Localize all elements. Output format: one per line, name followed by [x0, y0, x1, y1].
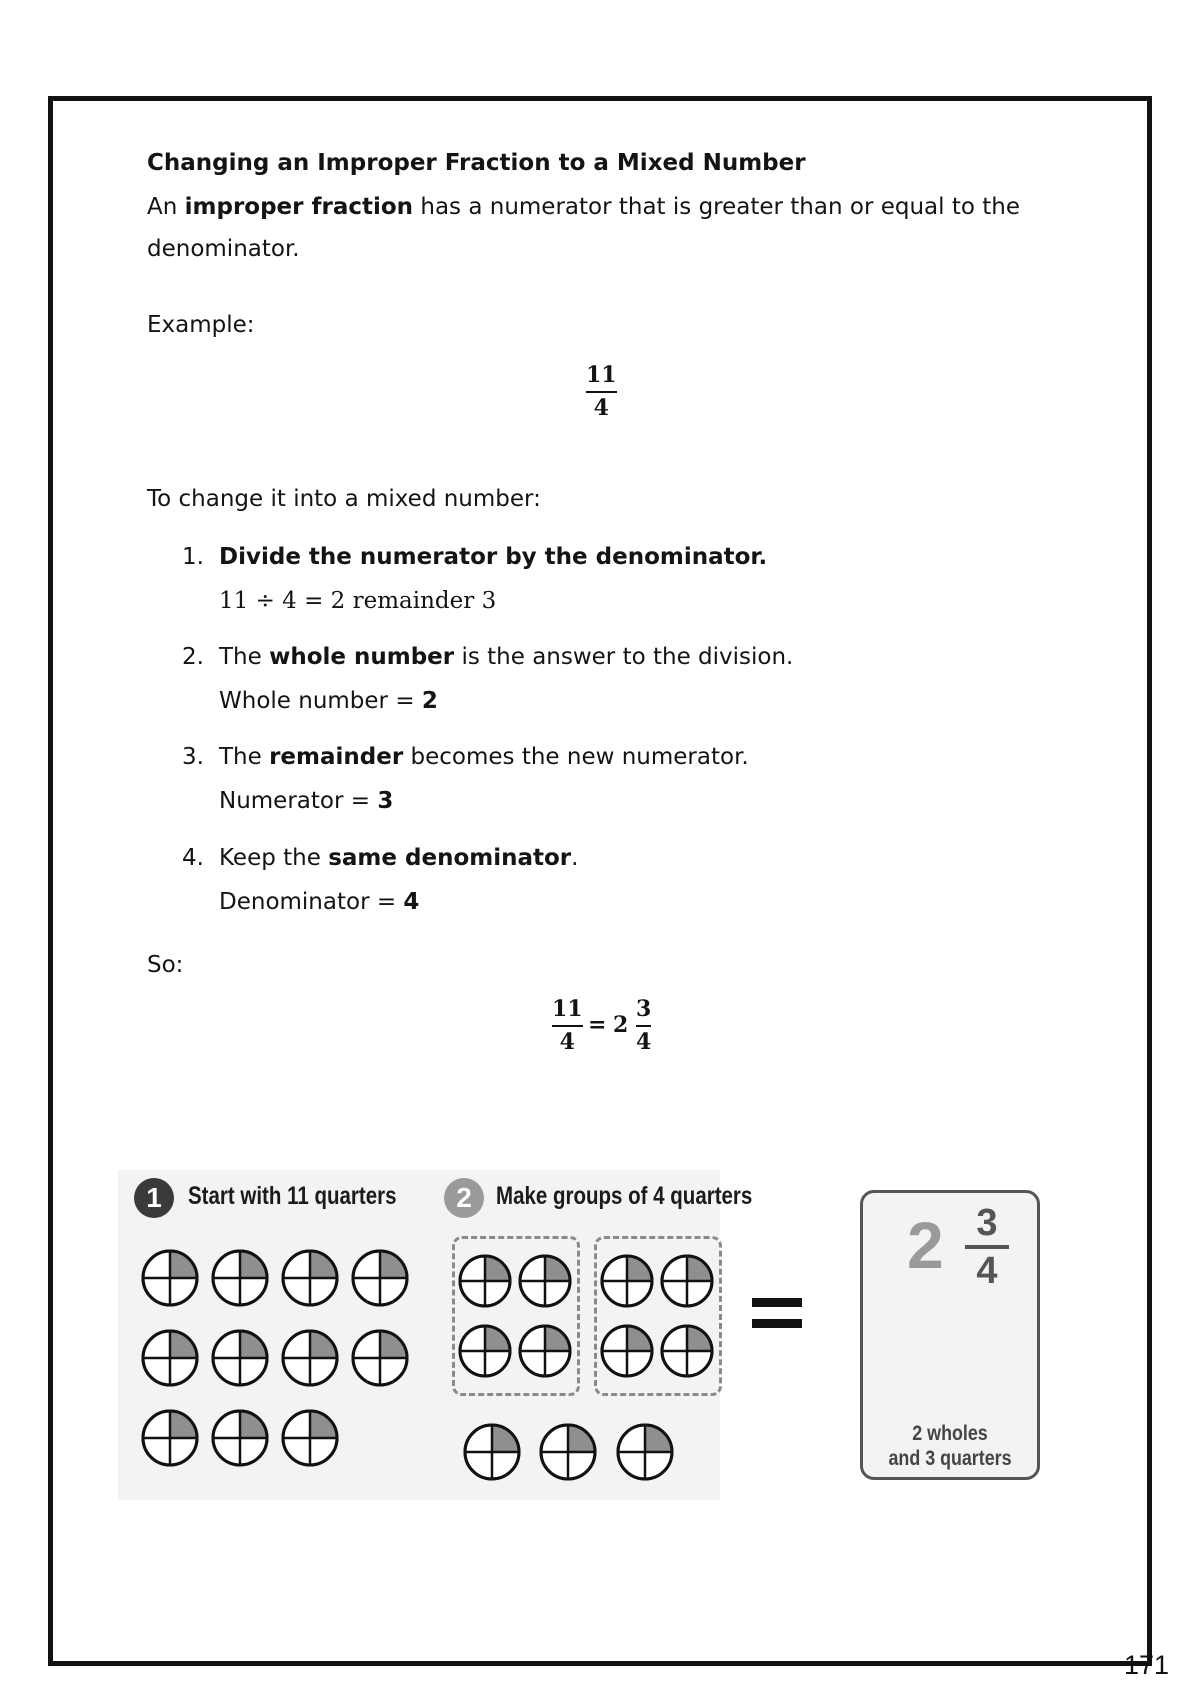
- result-card-whole: 2: [907, 1208, 944, 1282]
- step-3-after: becomes the new numerator.: [403, 744, 749, 770]
- step-3-bold: remainder: [269, 744, 404, 770]
- step-4-after: .: [571, 845, 579, 871]
- so-label: So:: [147, 952, 184, 978]
- example-numerator: 11: [586, 362, 617, 388]
- definition-line2: denominator.: [147, 236, 300, 262]
- quarter-circle: [353, 1251, 407, 1305]
- quarter-circle: [213, 1251, 267, 1305]
- grouped-quarter-circle: [662, 1256, 712, 1306]
- result-whole: 2: [613, 1012, 629, 1038]
- quarter-circle: [143, 1331, 197, 1385]
- step-number: 3.: [182, 744, 204, 770]
- step-number: 1.: [182, 544, 204, 570]
- grouped-quarter-circle: [460, 1326, 510, 1376]
- step-2-before: The: [219, 644, 270, 670]
- result-card-fraction: [965, 1203, 1009, 1291]
- example-label: Example:: [147, 312, 255, 338]
- intro-text: To change it into a mixed number:: [147, 486, 541, 512]
- step-2-after: is the answer to the division.: [454, 644, 794, 670]
- quarter-circle: [283, 1251, 337, 1305]
- definition-term: improper fraction: [184, 194, 414, 220]
- grouped-quarter-circle: [460, 1256, 510, 1306]
- step-4-before: Keep the: [219, 845, 329, 871]
- result-left-numerator: 11: [552, 996, 583, 1022]
- grouped-quarter-circle: [662, 1326, 712, 1376]
- leftover-quarter-circle: [465, 1425, 519, 1479]
- grouped-quarter-circle: [602, 1326, 652, 1376]
- result-caption: [876, 1421, 1024, 1471]
- definition-prefix: An: [147, 194, 185, 220]
- result-card-numerator: 3: [976, 1202, 998, 1244]
- result-caption-line1: 2 wholes: [912, 1422, 988, 1445]
- step-3-sub-value: 3: [377, 788, 394, 814]
- grouped-quarter-circle: [520, 1326, 570, 1376]
- quarter-circle: [283, 1411, 337, 1465]
- quarter-circle: [213, 1411, 267, 1465]
- step2-title: Make groups of 4 quarters: [496, 1182, 753, 1210]
- example-denominator: 4: [593, 395, 609, 421]
- quarter-circle: [283, 1331, 337, 1385]
- quarter-circle: [353, 1331, 407, 1385]
- step-3-before: The: [219, 744, 270, 770]
- step1-badge: 1: [134, 1178, 174, 1218]
- step-4-sub-value: 4: [403, 889, 420, 915]
- step1-title: Start with 11 quarters: [188, 1182, 397, 1210]
- result-card: [860, 1190, 1040, 1480]
- step-1-bold: Divide the numerator by the denominator.: [219, 544, 768, 570]
- quarter-circle: [143, 1251, 197, 1305]
- definition-line1: has a numerator that is greater than or equal to the: [413, 194, 1020, 220]
- step-2-sub-label: Whole number =: [219, 688, 422, 714]
- step-4-sub-label: Denominator =: [219, 889, 404, 915]
- quarter-circle: [143, 1411, 197, 1465]
- step-2-sub-value: 2: [421, 688, 438, 714]
- leftover-quarter-circle: [541, 1425, 595, 1479]
- result-caption-line2: and 3 quarters: [888, 1447, 1012, 1470]
- step2-badge: 2: [444, 1178, 484, 1218]
- step-number: 2.: [182, 644, 204, 670]
- fraction-bar: [965, 1245, 1009, 1249]
- grouped-quarter-circle: [520, 1256, 570, 1306]
- result-equals: =: [588, 1012, 607, 1038]
- step-4-bold: same denominator: [328, 845, 572, 871]
- result-right-denominator: 4: [636, 1029, 652, 1055]
- page-number: 171: [1124, 1650, 1170, 1680]
- step-number: 4.: [182, 845, 204, 871]
- step-3-sub-label: Numerator =: [219, 788, 378, 814]
- step-1-sub: 11 ÷ 4 = 2 remainder 3: [219, 588, 497, 614]
- result-card-denominator: 4: [976, 1250, 998, 1292]
- leftover-quarter-circle: [618, 1425, 672, 1479]
- section-title: Changing an Improper Fraction to a Mixed Number: [147, 150, 806, 176]
- grouped-quarter-circle: [602, 1256, 652, 1306]
- step-2-bold: whole number: [269, 644, 455, 670]
- result-right-numerator: 3: [636, 996, 652, 1022]
- big-equals-sign: [752, 1298, 802, 1340]
- quarter-circle: [213, 1331, 267, 1385]
- result-left-denominator: 4: [559, 1029, 575, 1055]
